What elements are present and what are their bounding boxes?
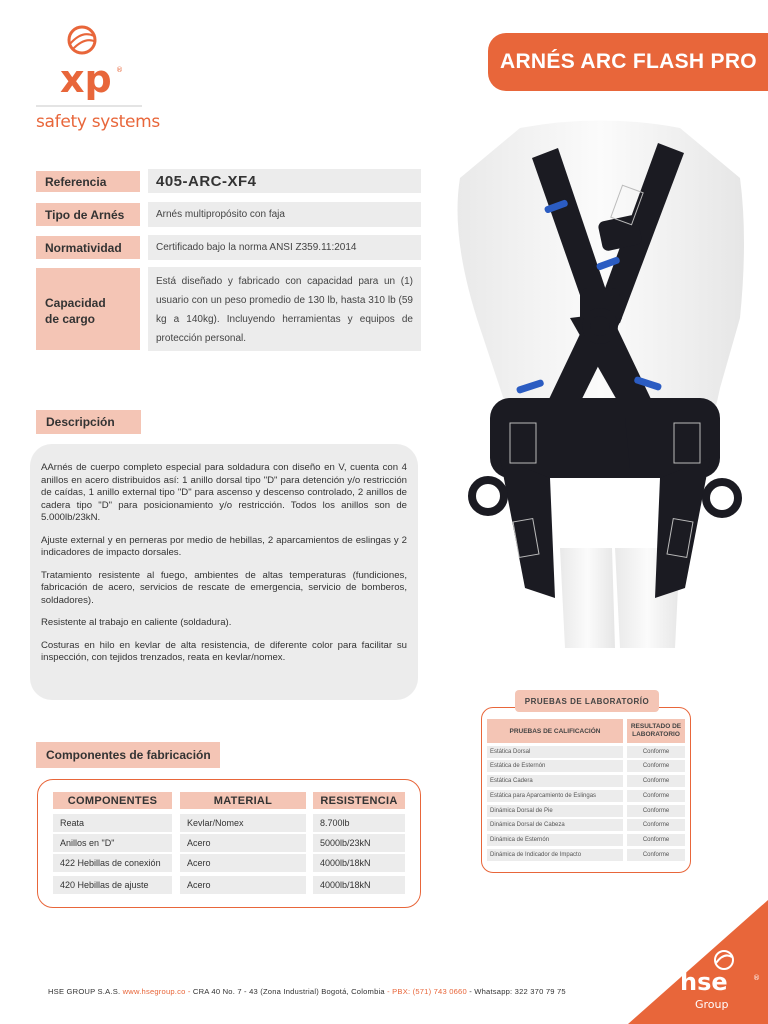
- harness-photo: [440, 118, 760, 658]
- lab-row-result: Conforme: [627, 805, 685, 817]
- footer-sep: -: [469, 987, 472, 996]
- lab-row-test: Dinámica Dorsal de Pie: [487, 805, 623, 817]
- descripcion-heading: Descripción: [36, 410, 141, 434]
- comp-cell: Acero: [180, 876, 306, 894]
- lab-row-result: Conforme: [627, 790, 685, 802]
- svg-text:xp: xp: [60, 57, 112, 101]
- hse-logo-text: hse: [680, 968, 728, 996]
- comp-cell: Anillos en "D": [53, 834, 172, 852]
- lab-row-result: Conforme: [627, 746, 685, 758]
- comp-header-material: MATERIAL: [180, 792, 306, 809]
- lab-row-test: Estática Cadera: [487, 775, 623, 787]
- lab-row-result: Conforme: [627, 775, 685, 787]
- footer: [48, 987, 566, 996]
- svg-text:®: ®: [116, 66, 123, 74]
- spec-label-capacidad-l1: Capacidad: [45, 296, 106, 310]
- hse-logo-sub: Group: [695, 998, 729, 1011]
- footer-sep: -: [187, 987, 191, 996]
- lab-header-result: [627, 719, 685, 743]
- spec-value-referencia: 405-ARC-XF4: [148, 169, 421, 193]
- comp-cell: Acero: [180, 854, 306, 872]
- lab-row-test: Estática Dorsal: [487, 746, 623, 758]
- lab-row-test: Dinámica Dorsal de Cabeza: [487, 819, 623, 831]
- lab-row-result: Conforme: [627, 834, 685, 846]
- spec-value-capacidad: Está diseñado y fabricado con capacidad para un (1) usuario con un peso promedio de 130 lb, hasta 310 lb (59 kg a 140kg). Incluyendo herramientas y equipos de protección personal.: [148, 267, 421, 351]
- comp-cell: Reata: [53, 814, 172, 832]
- product-title: ARNÉS ARC FLASH PRO: [500, 50, 757, 73]
- comp-cell: 422 Hebillas de conexión: [53, 854, 172, 872]
- comp-header-resistencia: RESISTENCIA: [313, 792, 405, 809]
- descripcion-p5: Costuras en hilo en kevlar de alta resistencia, de diferente color para facilitar su inspección, con tejidos trenzados, reata en kevlar/nomex.: [41, 639, 407, 663]
- spec-label-capacidad: [36, 268, 140, 350]
- lab-title: PRUEBAS DE LABORATORÍO: [515, 690, 659, 712]
- lab-row-result: Conforme: [627, 849, 685, 861]
- lab-row-test: Estática para Aparcamiento de Eslingas: [487, 790, 623, 802]
- title-banner: [488, 33, 768, 91]
- comp-cell: 420 Hebillas de ajuste: [53, 876, 172, 894]
- descripcion-p2: Ajuste external y en perneras por medio de hebillas, 2 aparcamientos de eslingas y 2 indicadores de impacto dorsales.: [41, 534, 407, 558]
- footer-company: HSE GROUP S.A.S.: [48, 987, 121, 996]
- comp-cell: 4000lb/18kN: [313, 876, 405, 894]
- lab-row-result: Conforme: [627, 819, 685, 831]
- spec-label-tipo: Tipo de Arnés: [36, 203, 140, 226]
- footer-web-link[interactable]: www.hsegroup.co: [122, 987, 186, 996]
- comp-cell: Acero: [180, 834, 306, 852]
- descripcion-p1: AArnés de cuerpo completo especial para soldadura con diseño en V, cuenta con 4 anillos en acero distribuidos así: 1 anillo dorsal tipo "D" para detención y/o restricción de caídas, 1 anillo external tipo "D" para ascenso y descenso controlado, 2 anillos de cadera tipo "D" para posicionamiento y/o restricción. Todos los anillos son de 5.000lb/23kN.: [41, 462, 407, 523]
- spec-label-referencia: Referencia: [36, 171, 140, 192]
- spec-label-capacidad-l2: de cargo: [45, 312, 96, 326]
- comp-cell: 8.700lb: [313, 814, 405, 832]
- spec-value-tipo: Arnés multipropósito con faja: [148, 202, 421, 227]
- comp-cell: 4000lb/18kN: [313, 854, 405, 872]
- lab-row-test: Dinámica de Esternón: [487, 834, 623, 846]
- lab-header-result-l2: LABORATORIO: [632, 731, 680, 738]
- descripcion-box: [30, 444, 418, 700]
- descripcion-p4: Resistente al trabajo en caliente (soldadura).: [41, 617, 232, 628]
- spec-label-normatividad: Normatividad: [36, 236, 140, 259]
- lab-header-tests: PRUEBAS DE CALIFICACIÓN: [487, 719, 623, 743]
- comp-header-componentes: COMPONENTES: [53, 792, 172, 809]
- hse-logo-reg: ®: [753, 974, 760, 982]
- comp-cell: 5000lb/23kN: [313, 834, 405, 852]
- footer-whatsapp: Whatsapp: 322 370 79 75: [474, 987, 566, 996]
- componentes-heading: Componentes de fabricación: [36, 742, 220, 768]
- spec-value-normatividad: Certificado bajo la norma ANSI Z359.11:2014: [148, 235, 421, 260]
- lab-row-test: Estática de Esternón: [487, 760, 623, 772]
- footer-sep: -: [387, 987, 390, 996]
- footer-pbx: PBX: (571) 743 0660: [392, 987, 467, 996]
- footer-address: CRA 40 No. 7 - 43 (Zona Industrial) Bogotá, Colombia: [192, 987, 385, 996]
- descripcion-p3: Tratamiento resistente al fuego, ambientes de altas temperaturas (fundiciones, fabricación de acero, servicios de rescate de emergencia, servicio de bomberos, soldadores).: [41, 569, 407, 606]
- comp-cell: Kevlar/Nomex: [180, 814, 306, 832]
- lab-row-test: Dinámica de Indicador de Impacto: [487, 849, 623, 861]
- lab-header-result-l1: RESULTADO DE: [630, 723, 682, 730]
- lab-row-result: Conforme: [627, 760, 685, 772]
- logo-text: safety systems: [36, 112, 160, 132]
